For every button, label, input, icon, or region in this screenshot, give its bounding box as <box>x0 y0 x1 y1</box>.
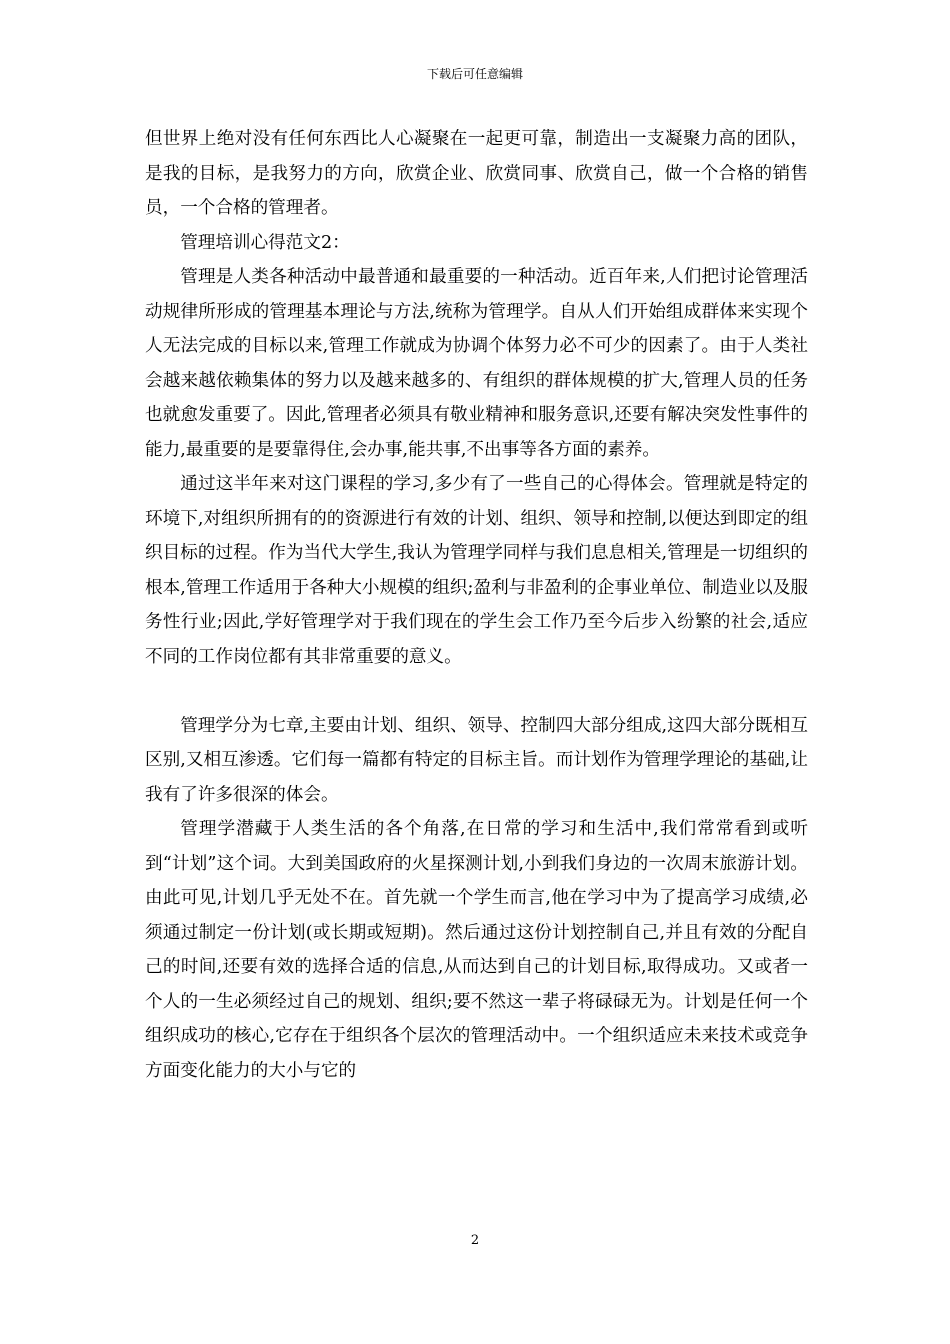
page-header: 下载后可任意编辑 <box>426 67 523 81</box>
paragraph: 管理学潜藏于人类生活的各个角落,在日常的学习和生活中,我们常常看到或听到“计划”这个词。大到美国政府的火星探测计划,小到我们身边的一次周末旅游计划。由此可见,计划几乎无处不在。首先就一个学生而言,他在学习中为了提高学习成绩,必须通过制定一份计划(或长期或短期)。然后通过这份计划控制自己,并且有效的分配自己的时间,还要有效的选择合适的信息,从而达到自己的计划目标,取得成功。又或者一个人的一生必须经过自己的规划、组织;要不然这一辈子将碌碌无为。计划是任何一个组织成功的核心,它存在于组织各个层次的管理活动中。一个组织适应未来技术或竞争方面变化能力的大小与它的 <box>145 819 808 1081</box>
paragraph-continuation: 但世界上绝对没有任何东西比人心凝聚在一起更可靠，制造出一支凝聚力高的团队，是我的目标，是我努力的方向，欣赏企业、欣赏同事、欣赏自己，做一个合格的销售员，一个合格的管理者。 <box>145 129 808 218</box>
paragraph: 管理是人类各种活动中最普通和最重要的一种活动。近百年来,人们把讨论管理活动规律所形成的管理基本理论与方法,统称为管理学。自从人们开始组成群体来实现个人无法完成的目标以来,管理工作就成为协调个体努力必不可少的因素了。由于人类社会越来越依赖集体的努力以及越来越多的、有组织的群体规模的扩大,管理人员的任务也就愈发重要了。因此,管理者必须具有敬业精神和服务意识,还要有解决突发性事件的能力,最重要的是要靠得住,会办事,能共事,不出事等各方面的素养。 <box>145 267 808 460</box>
page-number: 2 <box>470 1233 480 1248</box>
paragraph: 通过这半年来对这门课程的学习,多少有了一些自己的心得体会。管理就是特定的环境下,对组织所拥有的的资源进行有效的计划、组织、领导和控制,以便达到即定的组织目标的过程。作为当代大学生,我认为管理学同样与我们息息相关,管理是一切组织的根本,管理工作适用于各种大小规模的组织;盈利与非盈利的企事业单位、制造业以及服务性行业;因此,学好管理学对于我们现在的学生会工作乃至今后步入纷繁的社会,适应不同的工作岗位都有其非常重要的意义。 <box>145 474 808 667</box>
document-body <box>145 122 808 1088</box>
section-heading: 管理培训心得范文2： <box>180 232 350 253</box>
paragraph: 管理学分为七章,主要由计划、组织、领导、控制四大部分组成,这四大部分既相互区别,又相互渗透。它们每一篇都有特定的目标主旨。而计划作为管理学理论的基础,让我有了许多很深的体会。 <box>145 715 808 805</box>
